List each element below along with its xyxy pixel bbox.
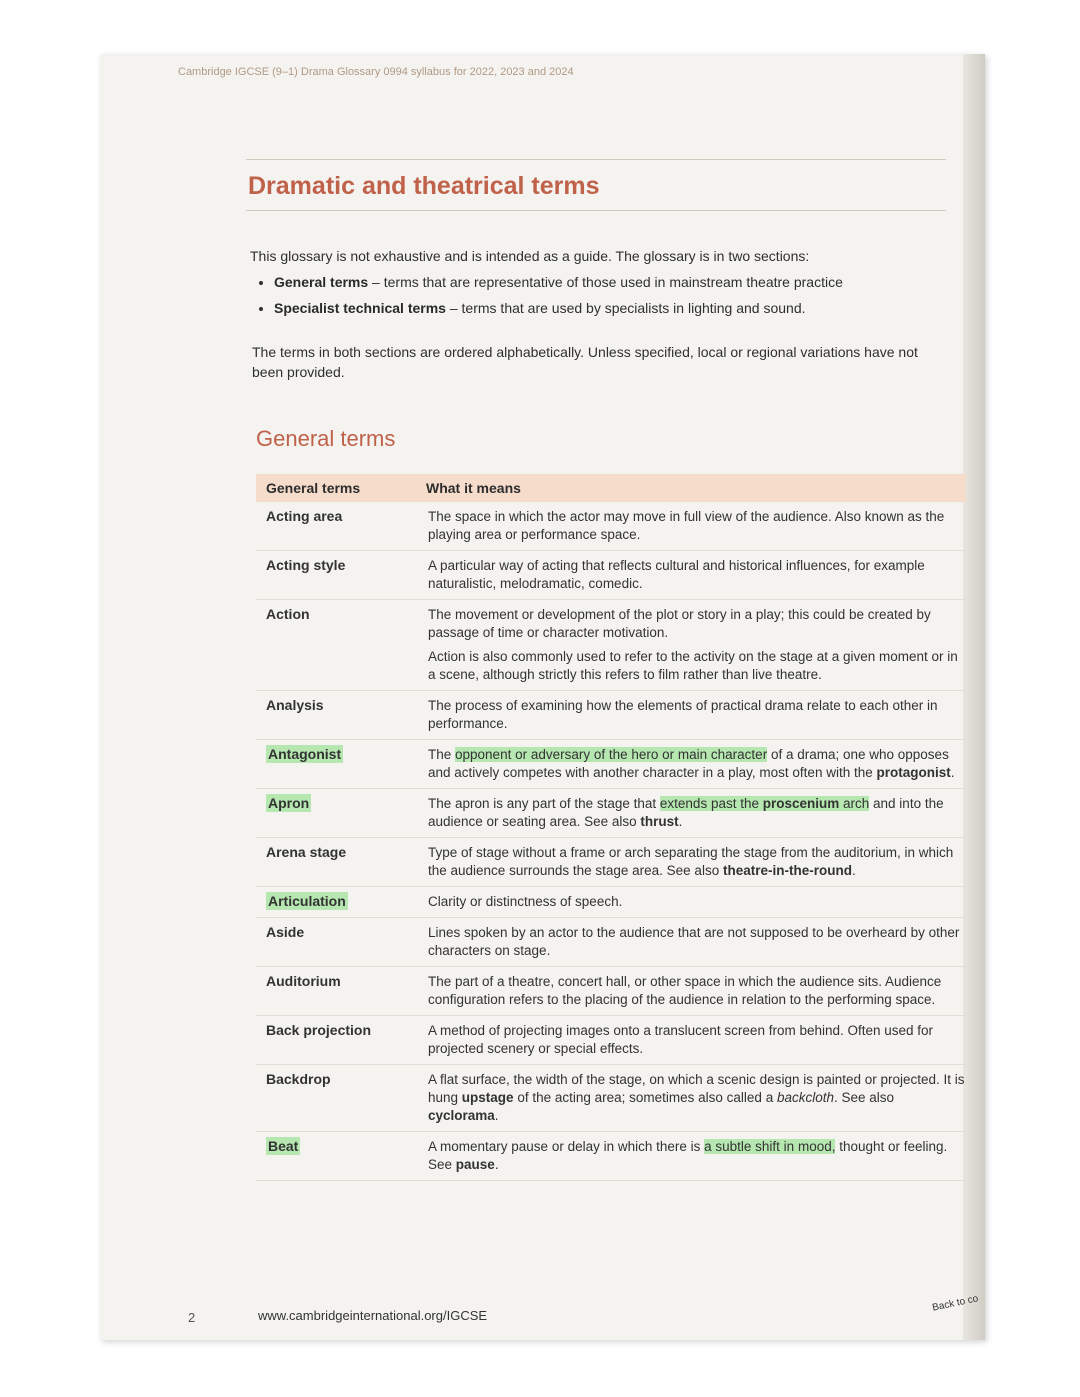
definition: A flat surface, the width of the stage, on which a scenic design is painted or projected. It is hung upstage of the acting area; sometimes also called a backcloth. See also cyclorama. — [428, 1072, 965, 1123]
table-row — [256, 600, 966, 691]
intro-lead: This glossary is not exhaustive and is intended as a guide. The glossary is in two sections: — [250, 248, 810, 264]
table-row — [256, 691, 966, 740]
definition: The movement or development of the plot or story in a play; this could be created by passage of time or character motivation. Action is also commonly used to refer to the activity on the stage at a given moment or in a scene, although strictly this refers to film rather than live theatre. — [428, 607, 958, 682]
intro-text — [250, 246, 940, 324]
definition: The apron is any part of the stage that extends past the proscenium arch and into the audience or seating area. See also thrust. — [428, 796, 944, 829]
highlight: opponent or adversary of the hero or main character — [455, 747, 768, 762]
definition: The part of a theatre, concert hall, or other space in which the audience sits. Audience configuration refers to the placing of the audience in relation to the performing space. — [428, 974, 942, 1007]
column-header-meaning: What it means — [426, 480, 521, 496]
highlight: a subtle shift in mood, — [704, 1139, 836, 1154]
term: Auditorium — [266, 973, 341, 989]
term: Action — [266, 606, 310, 622]
running-header: Cambridge IGCSE (9–1) Drama Glossary 0994 syllabus for 2022, 2023 and 2024 — [178, 66, 574, 78]
divider — [246, 159, 946, 160]
term: Analysis — [266, 697, 324, 713]
definition: Lines spoken by an actor to the audience that are not supposed to be overheard by other characters on stage. — [428, 925, 960, 958]
table-row — [256, 551, 966, 600]
table-row — [256, 1016, 966, 1065]
document-page — [100, 54, 985, 1340]
term: Arena stage — [266, 844, 347, 860]
highlight: extends past the — [659, 796, 763, 811]
table-row — [256, 740, 966, 789]
subsection-title: General terms — [256, 426, 396, 451]
list-item: • General terms – terms that are representative of those used in mainstream theatre practice — [274, 272, 940, 292]
term: Apron — [268, 795, 310, 811]
term: Articulation — [268, 893, 346, 909]
list-item: • Specialist technical terms – terms that are used by specialists in lighting and sound. — [274, 298, 940, 318]
table-header — [256, 474, 966, 502]
ordering-note: The terms in both sections are ordered alphabetically. Unless specified, local or regional variations have not been provided. — [252, 344, 918, 380]
term: Antagonist — [268, 746, 342, 762]
definition: The process of examining how the elements of practical drama relate to each other in performance. — [428, 698, 938, 731]
definition: A method of projecting images onto a translucent screen from behind. Often used for projected scenery or special effects. — [428, 1023, 934, 1056]
term: Aside — [266, 924, 305, 940]
definition: Clarity or distinctness of speech. — [428, 894, 623, 909]
table-row — [256, 918, 966, 967]
footer-url: www.cambridgeinternational.org/IGCSE — [258, 1308, 488, 1323]
table-row — [256, 789, 966, 838]
term: Back projection — [266, 1022, 372, 1038]
table-row — [256, 502, 966, 551]
term: Acting style — [266, 557, 346, 573]
term: Acting area — [266, 508, 343, 524]
definition: A momentary pause or delay in which there is a subtle shift in mood, thought or feeling. See pause. — [428, 1139, 948, 1172]
section-title: Dramatic and theatrical terms — [248, 172, 600, 200]
definition: A particular way of acting that reflects cultural and historical influences, for example naturalistic, melodramatic, comedic. — [428, 558, 925, 591]
column-header-term: General terms — [266, 480, 361, 496]
term: Backdrop — [266, 1071, 331, 1087]
definition: Type of stage without a frame or arch separating the stage from the auditorium, in which the audience surrounds the stage area. See also theatre-in-the-round. — [428, 845, 954, 878]
divider — [246, 210, 946, 211]
intro-list — [250, 272, 940, 318]
term: Beat — [268, 1138, 299, 1154]
table-row — [256, 887, 966, 918]
table-row — [256, 967, 966, 1016]
table-row — [256, 1065, 966, 1132]
definition: The opponent or adversary of the hero or main character of a drama; one who opposes and actively competes with another character in a play, most often with the protagonist. — [428, 747, 955, 780]
page-edge — [963, 54, 985, 1340]
page-number: 2 — [188, 1310, 196, 1325]
table-row — [256, 838, 966, 887]
table-row — [256, 1132, 966, 1181]
definition: The space in which the actor may move in full view of the audience. Also known as the playing area or performance space. — [428, 509, 945, 542]
glossary-table — [256, 474, 966, 1181]
back-link[interactable]: Back to co — [931, 1293, 980, 1314]
